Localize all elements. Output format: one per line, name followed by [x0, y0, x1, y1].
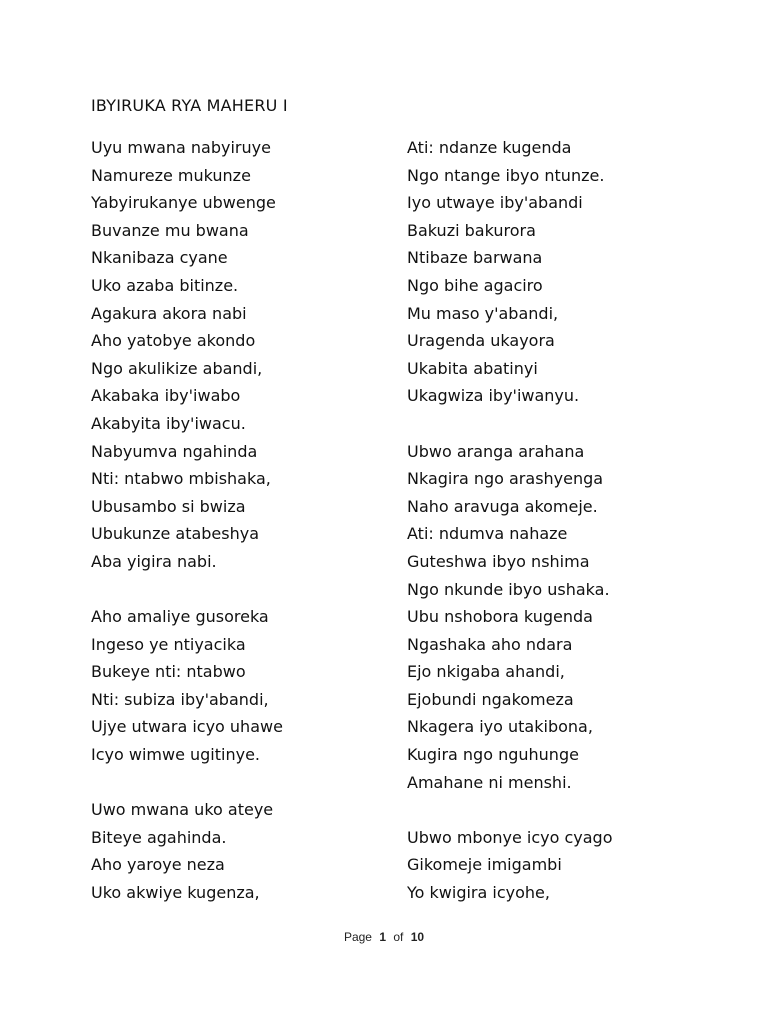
- poem-line: Naho aravuga akomeje.: [407, 496, 598, 516]
- stanza-break: [407, 796, 613, 824]
- page-footer: [0, 930, 768, 944]
- poem-line: Ati: ndanze kugenda: [407, 138, 572, 157]
- poem-line: Ubukunze atabeshya: [91, 524, 260, 544]
- poem-line: Bakuzi bakurora: [407, 220, 536, 240]
- poem-line: Aho yatobye akondo: [91, 331, 256, 351]
- page-label: Page: [343, 930, 372, 944]
- poem-line: Ubu nshobora kugenda: [407, 607, 593, 627]
- poem-line: Uko akwiye kugenza,: [91, 883, 260, 903]
- poem-line: Iyo utwaye iby'abandi: [407, 193, 583, 213]
- poem-line: Aba yigira nabi.: [91, 551, 217, 571]
- poem-line: Ngo bihe agaciro: [407, 275, 543, 295]
- poem-line: Ati: ndumva nahaze: [407, 524, 568, 544]
- poem-line: Yo kwigira icyohe,: [407, 883, 550, 903]
- poem-line: Ejo nkigaba ahandi,: [407, 662, 565, 682]
- poem-line: Akabyita iby'iwacu.: [91, 413, 246, 433]
- poem-line: Nti: ntabwo mbishaka,: [91, 469, 271, 489]
- poem-line: Nabyumva ngahinda: [91, 441, 258, 461]
- poem-line: Guteshwa ibyo nshima: [407, 551, 590, 571]
- poem-line: Nkagira ngo arashyenga: [407, 469, 604, 489]
- poem-line: Aho amaliye gusoreka: [91, 607, 269, 627]
- poem-line: Ubwo aranga arahana: [407, 441, 585, 461]
- poem-line: Ngo ntange ibyo ntunze.: [407, 165, 605, 185]
- left-stanza-column: [91, 134, 283, 907]
- poem-line: Ingeso ye ntiyacika: [91, 634, 246, 654]
- poem-line: Kugira ngo nguhunge: [407, 745, 579, 765]
- poem-line: Ubusambo si bwiza: [91, 496, 246, 516]
- poem-line: Nkanibaza cyane: [91, 248, 228, 268]
- poem-line: Uyu mwana nabyiruye: [91, 138, 271, 157]
- poem-line: Aho yaroye neza: [91, 855, 225, 875]
- poem-line: Uko azaba bitinze.: [91, 275, 239, 295]
- poem-line: Icyo wimwe ugitinye.: [91, 745, 260, 765]
- total-pages-number: 10: [410, 930, 425, 944]
- poem-line: Ngo nkunde ibyo ushaka.: [407, 579, 610, 599]
- poem-line: Buvanze mu bwana: [91, 220, 249, 240]
- poem-line: Ntibaze barwana: [407, 248, 543, 268]
- stanza-break: [91, 576, 283, 604]
- poem-line: Akabaka iby'iwabo: [91, 386, 241, 406]
- poem-line: Ejobundi ngakomeza: [407, 689, 574, 709]
- poem-line: Ubwo mbonye icyo cyago: [407, 827, 613, 847]
- poem-line: Uragenda ukayora: [407, 331, 555, 351]
- stanza-break: [91, 769, 283, 797]
- poem-line: Amahane ni menshi.: [407, 772, 572, 792]
- poem-line: Nti: subiza iby'abandi,: [91, 689, 269, 709]
- poem-line: Ukagwiza iby'iwanyu.: [407, 386, 580, 406]
- poem-line: Yabyirukanye ubwenge: [91, 193, 276, 213]
- poem-line: Ukabita abatinyi: [407, 358, 538, 378]
- poem-line: Nkagera iyo utakibona,: [407, 717, 593, 737]
- right-stanza-column: [407, 134, 613, 907]
- current-page-number: 1: [379, 930, 386, 944]
- poem-line: Bukeye nti: ntabwo: [91, 662, 246, 682]
- poem-line: Biteye agahinda.: [91, 827, 227, 847]
- poem-line: Ngo akulikize abandi,: [91, 358, 263, 378]
- poem-title: IBYIRUKA RYA MAHERU I: [91, 96, 288, 115]
- poem-line: Uwo mwana uko ateye: [91, 800, 274, 820]
- stanza-break: [407, 410, 613, 438]
- poem-line: Gikomeje imigambi: [407, 855, 562, 875]
- poem-line: Mu maso y'abandi,: [407, 303, 559, 323]
- poem-line: Ujye utwara icyo uhawe: [91, 717, 283, 737]
- poem-line: Agakura akora nabi: [91, 303, 247, 323]
- of-label: of: [393, 930, 404, 944]
- poem-line: Namureze mukunze: [91, 165, 251, 185]
- poem-line: Ngashaka aho ndara: [407, 634, 573, 654]
